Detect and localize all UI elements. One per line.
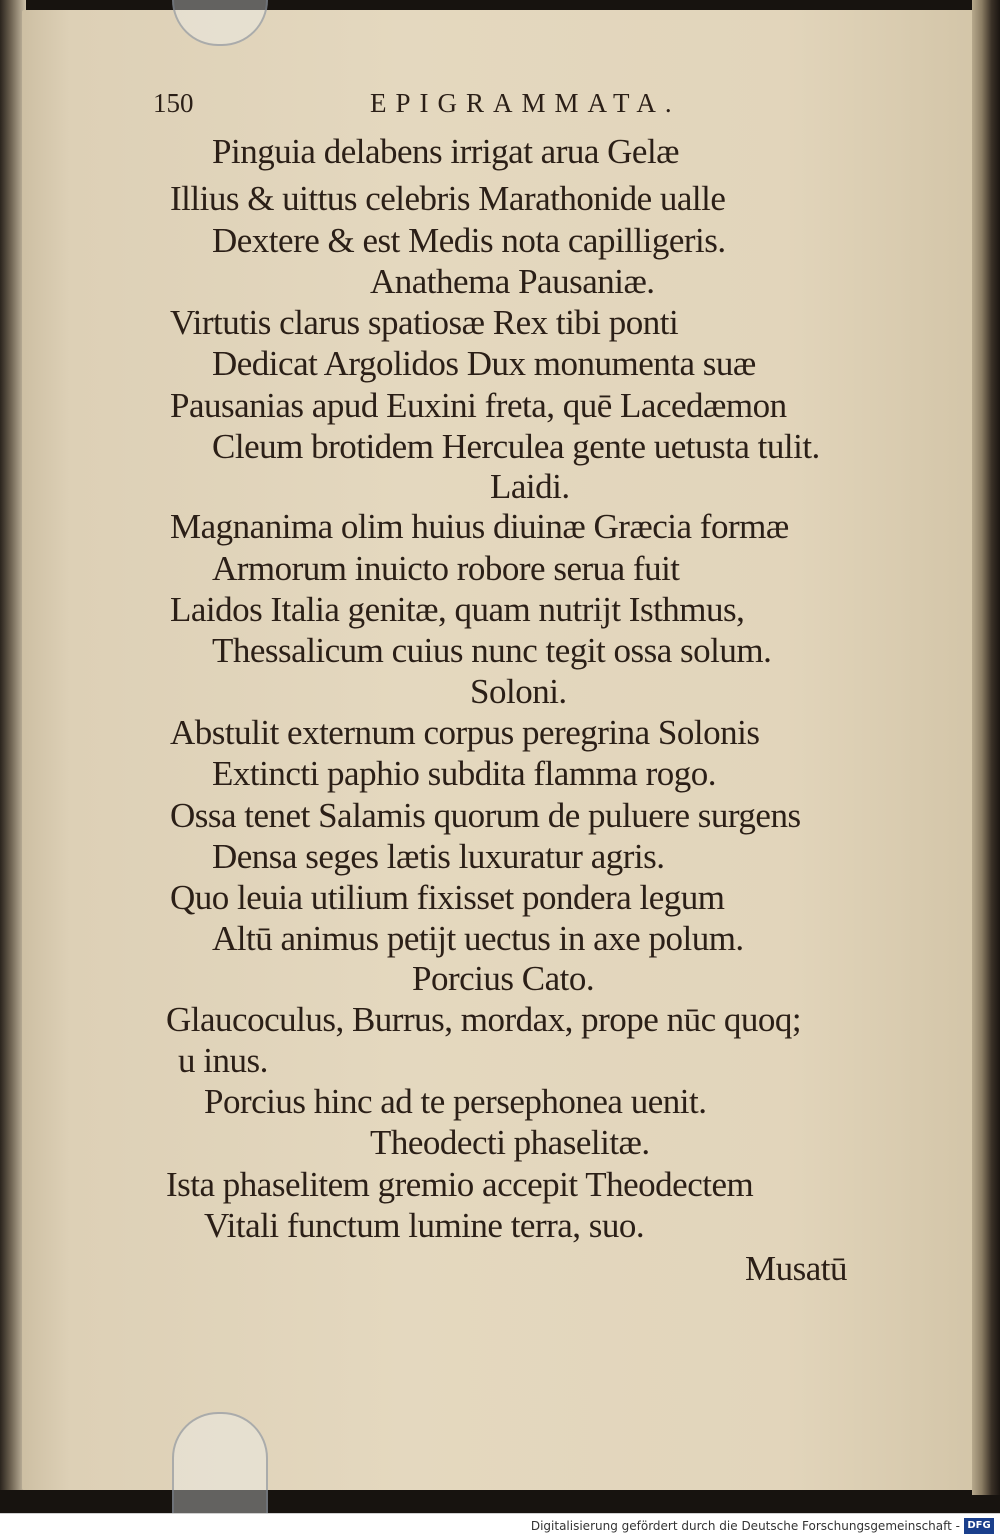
epigram-heading: Anathema Pausaniæ. [370,262,655,301]
verse-line: u inus. [178,1041,268,1080]
catchword: Musatū [745,1249,847,1288]
verse-line: Densa seges lætis luxuratur agris. [212,837,665,876]
verse-line: Ossa tenet Salamis quorum de puluere surgens [170,796,801,835]
epigram-heading: Laidi. [490,467,570,506]
footer-credit: Digitalisierung gefördert durch die Deutsche Forschungsgemeinschaft - [530,1519,960,1533]
epigram-heading: Porcius Cato. [412,959,595,998]
verse-line: Porcius hinc ad te persephonea uenit. [204,1082,707,1121]
verse-line: Magnanima olim huius diuinæ Græcia formæ [170,507,789,546]
verse-line: Virtutis clarus spatiosæ Rex tibi ponti [170,303,679,342]
running-title: EPIGRAMMATA. [370,88,681,118]
verse-line: Quo leuia utilium fixisset pondera legum [170,878,725,917]
verse-line: Cleum brotidem Herculea gente uetusta tulit. [212,427,820,466]
verse-line: Illius & uittus celebris Marathonide ualle [170,179,726,218]
verse-line: Armorum inuicto robore serua fuit [212,549,680,588]
verse-line: Pinguia delabens irrigat arua Gelæ [212,132,680,171]
verse-line: Thessalicum cuius nunc tegit ossa solum. [212,631,772,670]
verse-line: Glaucoculus, Burrus, mordax, prope nūc quoq; [166,1000,802,1039]
verse-line: Laidos Italia genitæ, quam nutrijt Isthmus, [170,590,745,629]
digitization-footer [0,1513,1000,1539]
epigram-heading: Theodecti phaselitæ. [370,1123,650,1162]
verse-line: Pausanias apud Euxini freta, quē Lacedæmon [170,386,787,425]
verse-line: Ista phaselitem gremio accepit Theodectem [166,1165,754,1204]
verse-line: Dedicat Argolidos Dux monumenta suæ [212,344,756,383]
verse-line: Dextere & est Medis nota capilligeris. [212,221,726,260]
page-number: 150 [153,88,194,118]
epigram-heading: Soloni. [470,672,567,711]
verse-line: Extincti paphio subdita flamma rogo. [212,754,716,793]
verse-line: Vitali functum lumine terra, suo. [204,1206,645,1245]
verse-line: Altū animus petijt uectus in axe polum. [212,919,744,958]
dfg-logo-icon: DFG [964,1518,994,1534]
verse-line: Abstulit externum corpus peregrina Solonis [170,713,760,752]
